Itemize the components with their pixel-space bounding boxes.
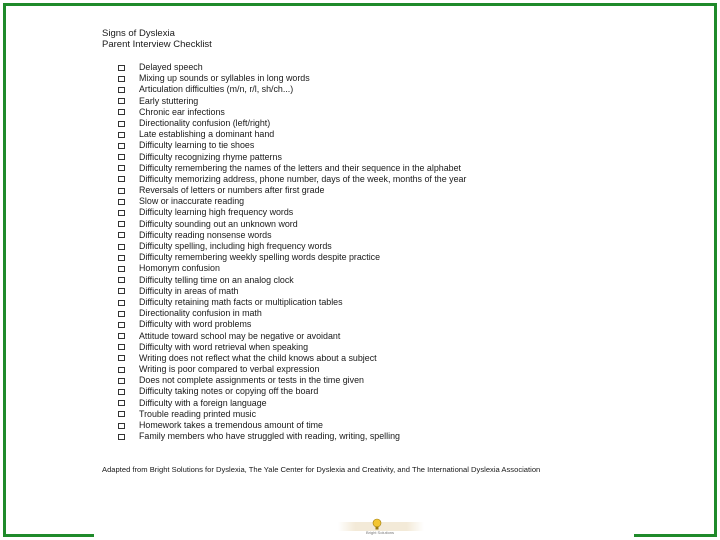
checkbox[interactable] (118, 423, 125, 429)
logo (338, 518, 424, 538)
checklist-item-label: Difficulty spelling, including high frequency words (139, 241, 332, 251)
checklist-item-label: Slow or inaccurate reading (139, 196, 245, 207)
checkbox[interactable] (118, 165, 125, 171)
checklist-item-label: Does not complete assignments or tests in the time given (139, 375, 364, 386)
checklist-item-label: Reversals of letters or numbers after first grade (139, 185, 325, 196)
checkbox[interactable] (118, 176, 125, 182)
checklist-item (116, 364, 466, 375)
checklist-item-label: Difficulty taking notes or copying off the board (139, 386, 319, 397)
checklist-item (116, 431, 466, 442)
checklist-item (116, 241, 466, 252)
checkbox[interactable] (118, 411, 125, 417)
checklist-item (116, 84, 466, 95)
checkbox[interactable] (118, 255, 125, 261)
checklist-item (116, 107, 466, 118)
checkbox[interactable] (118, 132, 125, 138)
source-footnote: Adapted from Bright Solutions for Dyslexia, The Yale Center for Dyslexia and Creativity, and The International Dyslexia Association (102, 465, 541, 474)
checkbox[interactable] (118, 76, 125, 82)
checklist-item-label: Family members who have struggled with reading, writing, spelling (139, 431, 400, 442)
checklist-item (116, 118, 466, 129)
document-title: Signs of Dyslexia (102, 28, 175, 39)
slide-frame (3, 3, 717, 537)
checklist-item-label: Difficulty with word problems (139, 319, 252, 330)
checklist-item (116, 152, 466, 163)
checkbox[interactable] (118, 98, 125, 104)
checklist-item-label: Chronic ear infections (139, 106, 225, 117)
checklist-item (116, 140, 466, 151)
checklist-item (116, 353, 466, 364)
checklist-item (116, 342, 466, 353)
logo-text: Bright Solutions (366, 530, 395, 535)
checklist-item-label: Homonym confusion (139, 263, 220, 274)
checklist-item (116, 163, 466, 174)
checkbox[interactable] (118, 87, 125, 93)
checklist-item-label: Attitude toward school may be negative or avoidant (139, 330, 341, 341)
checkbox[interactable] (118, 322, 125, 328)
checkbox[interactable] (118, 277, 125, 283)
checklist-item-label: Directionality confusion in math (139, 308, 262, 319)
checklist-item-label: Difficulty learning high frequency words (139, 207, 294, 218)
checklist-item (116, 308, 466, 319)
checkbox[interactable] (118, 65, 125, 71)
checklist-item (116, 196, 466, 207)
checklist-item-label: Difficulty retaining math facts or multiplication tables (139, 296, 343, 307)
checklist-item (116, 386, 466, 397)
checklist-item-label: Trouble reading printed music (139, 408, 257, 419)
checkbox[interactable] (118, 109, 125, 115)
checklist-item-label: Difficulty recognizing rhyme patterns (139, 151, 282, 162)
checkbox[interactable] (118, 199, 125, 205)
checklist-item-label: Articulation difficulties (m/n, r/l, sh/ch...) (139, 84, 294, 95)
checklist-item (116, 230, 466, 241)
checklist-item-label: Late establishing a dominant hand (139, 129, 275, 140)
checkbox[interactable] (118, 221, 125, 227)
checklist-item-label: Difficulty sounding out an unknown word (139, 218, 298, 229)
checklist-item-label: Difficulty remembering the names of the letters and their sequence in the alphabet (139, 162, 461, 173)
checklist (116, 62, 466, 442)
checklist-item-label: Writing is poor compared to verbal expression (139, 364, 320, 375)
checklist-item (116, 207, 466, 218)
checkbox[interactable] (118, 244, 125, 250)
checkbox[interactable] (118, 434, 125, 440)
checklist-item (116, 174, 466, 185)
checklist-item (116, 331, 466, 342)
checkbox[interactable] (118, 333, 125, 339)
checklist-item (116, 375, 466, 386)
checkbox[interactable] (118, 389, 125, 395)
checklist-item (116, 319, 466, 330)
checklist-item (116, 129, 466, 140)
checklist-item (116, 275, 466, 286)
checklist-item (116, 286, 466, 297)
checklist-item-label: Difficulty with a foreign language (139, 397, 267, 408)
checklist-item (116, 73, 466, 84)
checklist-item (116, 409, 466, 420)
checkbox[interactable] (118, 300, 125, 306)
document-page (94, 18, 634, 538)
checkbox[interactable] (118, 367, 125, 373)
checkbox[interactable] (118, 355, 125, 361)
checklist-item-label: Difficulty remembering weekly spelling words despite practice (139, 252, 381, 263)
checkbox[interactable] (118, 143, 125, 149)
checkbox[interactable] (118, 288, 125, 294)
checkbox[interactable] (118, 232, 125, 238)
checkbox[interactable] (118, 121, 125, 127)
checklist-item-label: Writing does not reflect what the child knows about a subject (139, 352, 377, 363)
checklist-item (116, 297, 466, 308)
checklist-item-label: Difficulty reading nonsense words (139, 229, 272, 240)
checklist-item-label: Homework takes a tremendous amount of time (139, 420, 323, 430)
checklist-item-label: Difficulty with word retrieval when speaking (139, 341, 309, 352)
checklist-item (116, 96, 466, 107)
checklist-item (116, 252, 466, 263)
checklist-item (116, 420, 466, 431)
document-subtitle: Parent Interview Checklist (102, 39, 212, 50)
checklist-item (116, 62, 466, 73)
checkbox[interactable] (118, 188, 125, 194)
checklist-item (116, 398, 466, 409)
checklist-item-label: Delayed speech (139, 62, 203, 72)
checklist-item (116, 219, 466, 230)
checklist-item-label: Mixing up sounds or syllables in long words (139, 73, 310, 84)
checklist-item-label: Difficulty memorizing address, phone number, days of the week, months of the year (139, 173, 467, 184)
checklist-item-label: Difficulty telling time on an analog clock (139, 274, 294, 285)
checklist-item-label: Directionality confusion (left/right) (139, 117, 271, 128)
checkbox[interactable] (118, 266, 125, 272)
checkbox[interactable] (118, 378, 125, 384)
checkbox[interactable] (118, 311, 125, 317)
checklist-item-label: Early stuttering (139, 95, 199, 106)
checkbox[interactable] (118, 210, 125, 216)
checkbox[interactable] (118, 400, 125, 406)
checklist-item (116, 263, 466, 274)
checkbox[interactable] (118, 154, 125, 160)
checklist-item-label: Difficulty learning to tie shoes (139, 140, 255, 151)
checkbox[interactable] (118, 344, 125, 350)
checklist-item-label: Difficulty in areas of math (139, 285, 239, 296)
checklist-item (116, 185, 466, 196)
